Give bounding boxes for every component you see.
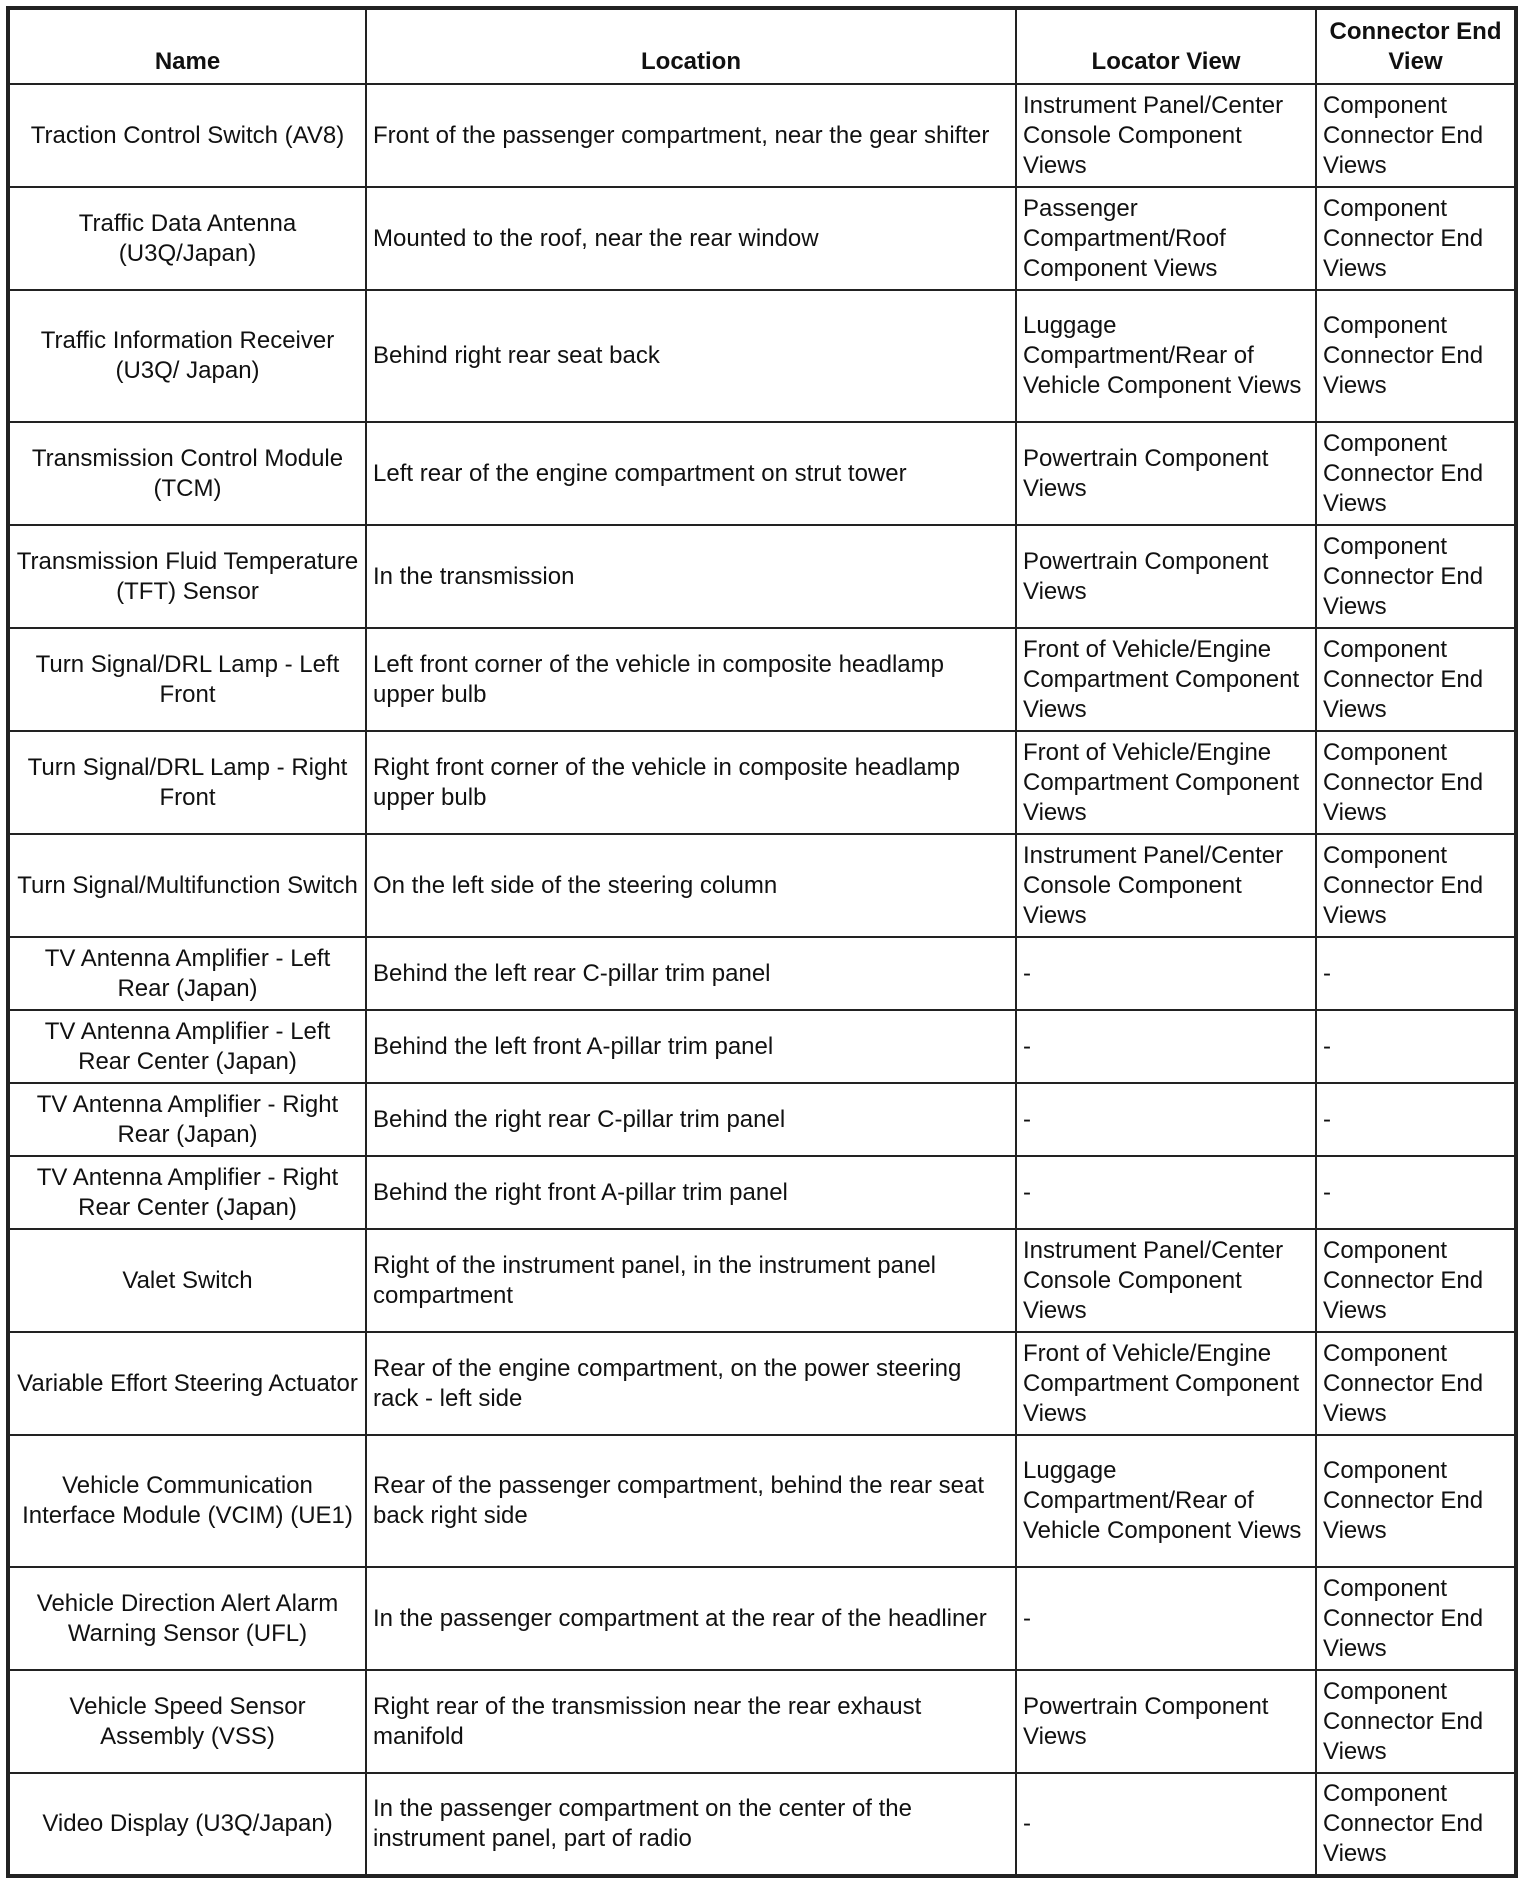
cell-locator-view: Passenger Compartment/Roof Component Views [1016,187,1316,290]
cell-locator-view: Powertrain Component Views [1016,1670,1316,1773]
cell-location: Mounted to the roof, near the rear window [366,187,1016,290]
cell-locator-view: Powertrain Component Views [1016,525,1316,628]
cell-locator-view: Front of Vehicle/Engine Compartment Component Views [1016,731,1316,834]
cell-connector-end-view: Component Connector End Views [1316,1567,1516,1670]
cell-location: Left rear of the engine compartment on strut tower [366,422,1016,525]
cell-locator-view: - [1016,1773,1316,1876]
cell-connector-end-view: - [1316,1083,1516,1156]
cell-connector-end-view: Component Connector End Views [1316,290,1516,422]
cell-connector-end-view: Component Connector End Views [1316,628,1516,731]
cell-name: Variable Effort Steering Actuator [8,1332,366,1435]
cell-name: Transmission Fluid Temperature (TFT) Sensor [8,525,366,628]
cell-connector-end-view: Component Connector End Views [1316,187,1516,290]
cell-locator-view: - [1016,1083,1316,1156]
table-row [8,1156,1516,1229]
cell-location: Behind the left front A-pillar trim panel [366,1010,1016,1083]
cell-location: Behind right rear seat back [366,290,1016,422]
cell-connector-end-view: Component Connector End Views [1316,84,1516,187]
cell-locator-view: Instrument Panel/Center Console Component Views [1016,84,1316,187]
cell-location: Right rear of the transmission near the rear exhaust manifold [366,1670,1016,1773]
table-row [8,937,1516,1010]
cell-connector-end-view: Component Connector End Views [1316,525,1516,628]
cell-location: Rear of the engine compartment, on the power steering rack - left side [366,1332,1016,1435]
cell-location: Right of the instrument panel, in the instrument panel compartment [366,1229,1016,1332]
cell-location: In the passenger compartment on the center of the instrument panel, part of radio [366,1773,1016,1876]
cell-connector-end-view: Component Connector End Views [1316,834,1516,937]
cell-locator-view: Front of Vehicle/Engine Compartment Component Views [1016,628,1316,731]
cell-location: Rear of the passenger compartment, behind the rear seat back right side [366,1435,1016,1567]
cell-location: On the left side of the steering column [366,834,1016,937]
cell-location: Behind the right rear C-pillar trim panel [366,1083,1016,1156]
cell-name: Turn Signal/DRL Lamp - Left Front [8,628,366,731]
table-row [8,525,1516,628]
table-row [8,628,1516,731]
cell-locator-view: Instrument Panel/Center Console Component Views [1016,834,1316,937]
component-location-table [6,6,1518,1878]
header-locator-view: Locator View [1016,8,1316,84]
cell-locator-view: Luggage Compartment/Rear of Vehicle Component Views [1016,1435,1316,1567]
cell-locator-view: Instrument Panel/Center Console Component Views [1016,1229,1316,1332]
cell-locator-view: - [1016,1010,1316,1083]
table-row [8,1010,1516,1083]
cell-connector-end-view: - [1316,1010,1516,1083]
cell-location: Right front corner of the vehicle in composite headlamp upper bulb [366,731,1016,834]
table-row [8,187,1516,290]
cell-name: Valet Switch [8,1229,366,1332]
cell-name: TV Antenna Amplifier - Right Rear Center (Japan) [8,1156,366,1229]
cell-location: Behind the left rear C-pillar trim panel [366,937,1016,1010]
cell-name: Transmission Control Module (TCM) [8,422,366,525]
cell-name: Vehicle Speed Sensor Assembly (VSS) [8,1670,366,1773]
cell-connector-end-view: Component Connector End Views [1316,1435,1516,1567]
cell-location: Left front corner of the vehicle in composite headlamp upper bulb [366,628,1016,731]
cell-name: Turn Signal/DRL Lamp - Right Front [8,731,366,834]
cell-name: TV Antenna Amplifier - Right Rear (Japan) [8,1083,366,1156]
table-row [8,1773,1516,1876]
cell-locator-view: - [1016,1567,1316,1670]
cell-name: TV Antenna Amplifier - Left Rear Center (Japan) [8,1010,366,1083]
cell-location: Front of the passenger compartment, near the gear shifter [366,84,1016,187]
table-row [8,1083,1516,1156]
cell-connector-end-view: Component Connector End Views [1316,1670,1516,1773]
cell-connector-end-view: Component Connector End Views [1316,422,1516,525]
cell-location: Behind the right front A-pillar trim panel [366,1156,1016,1229]
header-location: Location [366,8,1016,84]
cell-location: In the transmission [366,525,1016,628]
cell-connector-end-view: - [1316,937,1516,1010]
cell-name: Vehicle Direction Alert Alarm Warning Sensor (UFL) [8,1567,366,1670]
cell-name: Turn Signal/Multifunction Switch [8,834,366,937]
table-row [8,290,1516,422]
cell-name: Traffic Data Antenna (U3Q/Japan) [8,187,366,290]
cell-connector-end-view: Component Connector End Views [1316,1773,1516,1876]
cell-connector-end-view: Component Connector End Views [1316,1229,1516,1332]
table-row [8,422,1516,525]
header-row [8,8,1516,84]
table-row [8,731,1516,834]
header-name: Name [8,8,366,84]
cell-connector-end-view: Component Connector End Views [1316,1332,1516,1435]
table-row [8,1332,1516,1435]
cell-name: Video Display (U3Q/Japan) [8,1773,366,1876]
table-row [8,1435,1516,1567]
cell-locator-view: Front of Vehicle/Engine Compartment Component Views [1016,1332,1316,1435]
cell-locator-view: - [1016,1156,1316,1229]
table-row [8,834,1516,937]
cell-locator-view: - [1016,937,1316,1010]
component-locator-page [6,6,1514,1867]
table-row [8,1670,1516,1773]
table-row [8,1567,1516,1670]
cell-location: In the passenger compartment at the rear of the headliner [366,1567,1016,1670]
cell-name: Vehicle Communication Interface Module (VCIM) (UE1) [8,1435,366,1567]
cell-locator-view: Luggage Compartment/Rear of Vehicle Component Views [1016,290,1316,422]
cell-connector-end-view: Component Connector End Views [1316,731,1516,834]
cell-name: TV Antenna Amplifier - Left Rear (Japan) [8,937,366,1010]
cell-name: Traffic Information Receiver (U3Q/ Japan) [8,290,366,422]
header-connector-end-view: Connector End View [1316,8,1516,84]
table-row [8,1229,1516,1332]
cell-name: Traction Control Switch (AV8) [8,84,366,187]
cell-connector-end-view: - [1316,1156,1516,1229]
table-row [8,84,1516,187]
cell-locator-view: Powertrain Component Views [1016,422,1316,525]
